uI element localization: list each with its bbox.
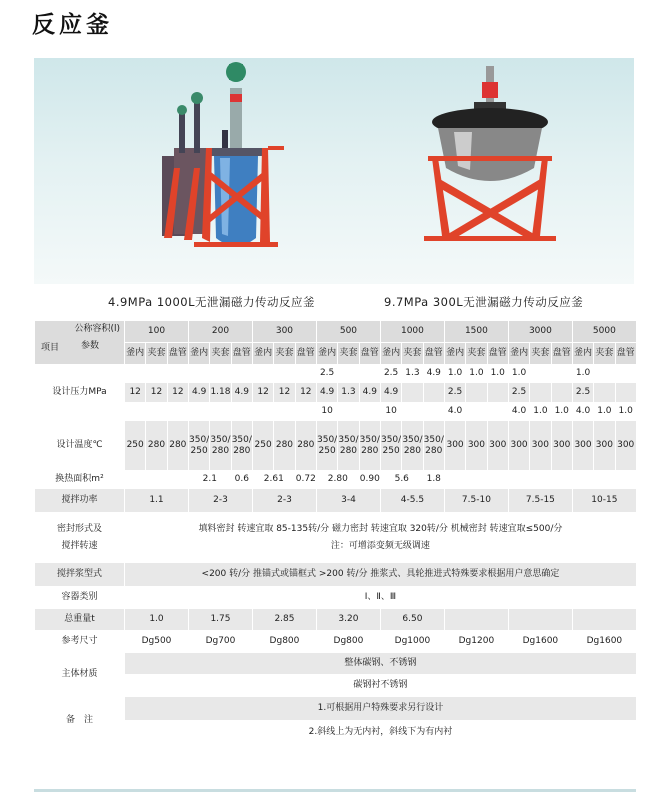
p-top-cell: 2.5 (316, 365, 337, 383)
p-mid-cell: 1.18 (210, 383, 231, 403)
heat-area-value: 1.8 (423, 471, 444, 489)
material-line1: 整体碳钢、不锈钢 (125, 653, 637, 675)
caption-right: 9.7MPa 300L无泄漏磁力传动反应釜 (384, 295, 584, 309)
remarks-line2: 2.斜线上为无内衬，斜线下为有内衬 (125, 721, 637, 745)
seal-text (125, 513, 637, 563)
sub-header-cell: 釜内 (572, 343, 593, 365)
cap-100: 100 (125, 321, 189, 343)
vessel-text: Ⅰ、Ⅱ、Ⅲ (125, 587, 637, 609)
temp-cell: 350/ 280 (338, 421, 359, 471)
caption-left: 4.9MPa 1000L无泄漏磁力传动反应釜 (108, 295, 316, 309)
p-mid-cell: 2.5 (572, 383, 593, 403)
temp-cell: 250 (125, 421, 146, 471)
p-bot-cell (188, 403, 209, 421)
p-mid-cell: 4.9 (231, 383, 252, 403)
p-top-cell: 1.0 (444, 365, 465, 383)
p-top-cell: 1.0 (466, 365, 487, 383)
power-value: 2-3 (188, 489, 252, 513)
sub-header-cell: 釜内 (380, 343, 401, 365)
product-photo (34, 58, 634, 284)
material-label: 主体材质 (35, 653, 125, 697)
sub-header-cell: 盘管 (167, 343, 188, 365)
p-mid-cell: 12 (125, 383, 146, 403)
sub-header-cell: 釜内 (252, 343, 273, 365)
p-bot-cell: 1.0 (530, 403, 551, 421)
size-label: 参考尺寸 (35, 631, 125, 653)
sub-header-cell: 盘管 (295, 343, 316, 365)
p-mid-cell (530, 383, 551, 403)
heat-area-value: 5.6 (380, 471, 423, 489)
temp-cell: 350/ 280 (423, 421, 444, 471)
p-bot-cell: 1.0 (594, 403, 615, 421)
material-row-2 (35, 675, 637, 697)
sub-header-cell: 夹套 (530, 343, 551, 365)
power-label: 搅拌功率 (35, 489, 125, 513)
weight-value: 3.20 (316, 609, 380, 631)
p-mid-cell: 1.3 (338, 383, 359, 403)
p-mid-cell: 12 (252, 383, 273, 403)
cap-5000: 5000 (572, 321, 636, 343)
p-mid-cell: 4.9 (188, 383, 209, 403)
weight-value: 1.0 (125, 609, 189, 631)
seal-line2: 注：可增添变频无级调速 (330, 540, 430, 551)
weight-value: 1.75 (188, 609, 252, 631)
seal-label-line2: 搅拌转速 (61, 540, 98, 551)
temp-cell: 300 (530, 421, 551, 471)
impeller-text: <200 转/分 推锚式或锚框式 >200 转/分 推浆式、具轮推进式特殊要求根据用户意思确定 (125, 563, 637, 587)
p-top-cell (274, 365, 295, 383)
temp-cell: 300 (551, 421, 572, 471)
sub-header-cell: 盘管 (487, 343, 508, 365)
cap-1000: 1000 (380, 321, 444, 343)
p-bot-cell (402, 403, 423, 421)
sub-header-cell: 釜内 (125, 343, 146, 365)
sub-header-cell: 盘管 (551, 343, 572, 365)
seal-label (35, 513, 125, 563)
item-header: 项目 (41, 343, 60, 353)
p-top-cell: 4.9 (423, 365, 444, 383)
header-row-sub (35, 343, 637, 365)
temp-cell: 350/ 280 (210, 421, 231, 471)
remarks-row-2 (35, 721, 637, 745)
page-title: 反应釜 (32, 12, 113, 38)
p-mid-cell: 12 (295, 383, 316, 403)
p-bot-cell: 10 (380, 403, 401, 421)
p-bot-cell: 1.0 (551, 403, 572, 421)
p-bot-cell (466, 403, 487, 421)
p-bot-cell: 1.0 (615, 403, 636, 421)
p-top-cell (252, 365, 273, 383)
p-bot-cell: 10 (316, 403, 337, 421)
p-mid-cell (551, 383, 572, 403)
vessel-label: 容器类别 (35, 587, 125, 609)
temp-cell: 350/ 250 (316, 421, 337, 471)
p-top-cell (146, 365, 167, 383)
sub-header-cell: 釜内 (444, 343, 465, 365)
p-mid-cell: 2.5 (444, 383, 465, 403)
p-top-cell (594, 365, 615, 383)
p-mid-cell (594, 383, 615, 403)
p-bot-cell: 4.0 (444, 403, 465, 421)
p-bot-cell: 4.0 (508, 403, 529, 421)
temp-cell: 280 (295, 421, 316, 471)
header-row-capacity (35, 321, 637, 343)
p-bot-cell (252, 403, 273, 421)
p-mid-cell: 12 (167, 383, 188, 403)
p-mid-cell: 2.5 (508, 383, 529, 403)
sub-header-cell: 盘管 (615, 343, 636, 365)
power-value: 2-3 (252, 489, 316, 513)
p-top-cell (167, 365, 188, 383)
p-bot-cell (295, 403, 316, 421)
p-mid-cell: 12 (274, 383, 295, 403)
temp-cell: 280 (146, 421, 167, 471)
power-value: 10-15 (572, 489, 636, 513)
p-mid-cell (423, 383, 444, 403)
p-top-cell: 1.0 (572, 365, 593, 383)
sub-header-cell: 夹套 (594, 343, 615, 365)
material-row-1 (35, 653, 637, 675)
temp-cell: 300 (466, 421, 487, 471)
p-top-cell: 1.0 (487, 365, 508, 383)
cap-200: 200 (188, 321, 252, 343)
vessel-row (35, 587, 637, 609)
sub-header-cell: 釜内 (316, 343, 337, 365)
p-top-cell (231, 365, 252, 383)
sub-header-cell: 盘管 (359, 343, 380, 365)
p-bot-cell (359, 403, 380, 421)
p-bot-cell (231, 403, 252, 421)
power-value: 4-5.5 (380, 489, 444, 513)
material-line2: 碳钢衬不锈钢 (125, 675, 637, 697)
p-mid-cell: 4.9 (359, 383, 380, 403)
temp-cell: 300 (508, 421, 529, 471)
size-value: Dg1200 (444, 631, 508, 653)
p-top-cell (359, 365, 380, 383)
p-top-cell: 1.0 (508, 365, 529, 383)
sub-header-cell: 夹套 (338, 343, 359, 365)
cap-500: 500 (316, 321, 380, 343)
pressure-row-mid (35, 383, 637, 403)
p-top-cell: 2.5 (380, 365, 401, 383)
pressure-row-top (35, 365, 637, 383)
remarks-row-1 (35, 697, 637, 721)
p-mid-cell (466, 383, 487, 403)
heat-area-value: 0.90 (359, 471, 380, 489)
temp-cell: 350/ 250 (380, 421, 401, 471)
bottom-rule (34, 789, 636, 792)
power-value: 7.5-15 (508, 489, 572, 513)
heat-area-value: 2.1 (188, 471, 231, 489)
sub-header-cell: 夹套 (466, 343, 487, 365)
sub-header-cell: 釜内 (188, 343, 209, 365)
cap-3000: 3000 (508, 321, 572, 343)
p-top-cell (615, 365, 636, 383)
sub-header-cell: 夹套 (274, 343, 295, 365)
temperature-row (35, 421, 637, 471)
temp-cell: 300 (594, 421, 615, 471)
size-value: Dg1000 (380, 631, 444, 653)
p-bot-cell (487, 403, 508, 421)
p-bot-cell (146, 403, 167, 421)
temp-cell: 250 (252, 421, 273, 471)
power-value: 7.5-10 (444, 489, 508, 513)
p-top-cell (125, 365, 146, 383)
param-header: 参数 (81, 341, 100, 351)
sub-header-cell: 夹套 (210, 343, 231, 365)
seal-line1: 填料密封 转速宜取 85-135转/分 磁力密封 转速宜取 320转/分 机械密封 转速宜取≤500/分 (198, 523, 563, 534)
p-top-cell (551, 365, 572, 383)
remarks-line1: 1.可根据用户特殊要求另行设计 (125, 697, 637, 721)
p-top-cell (188, 365, 209, 383)
impeller-row (35, 563, 637, 587)
power-value: 3-4 (316, 489, 380, 513)
p-bot-cell (125, 403, 146, 421)
heat-area-value: 2.80 (316, 471, 359, 489)
size-row (35, 631, 637, 653)
weight-value: 6.50 (380, 609, 444, 631)
impeller-label: 搅拌浆型式 (35, 563, 125, 587)
p-top-cell (210, 365, 231, 383)
sub-header-cell: 夹套 (402, 343, 423, 365)
p-bot-cell (167, 403, 188, 421)
heat-area-label: 换热面积m² (35, 471, 125, 489)
heat-area-value: 0.6 (231, 471, 252, 489)
size-value: Dg800 (316, 631, 380, 653)
temp-cell: 350/ 280 (231, 421, 252, 471)
size-value: Dg500 (125, 631, 189, 653)
p-top-cell (338, 365, 359, 383)
reactor-right (424, 66, 556, 241)
sub-header-cell: 盘管 (423, 343, 444, 365)
sub-header-cell: 夹套 (146, 343, 167, 365)
pressure-row-bot (35, 403, 637, 421)
p-top-cell (530, 365, 551, 383)
power-row (35, 489, 637, 513)
p-mid-cell (487, 383, 508, 403)
header-corner (35, 321, 125, 365)
p-mid-cell (615, 383, 636, 403)
weight-row (35, 609, 637, 631)
size-value: Dg700 (188, 631, 252, 653)
weight-value: 2.85 (252, 609, 316, 631)
p-bot-cell (274, 403, 295, 421)
sub-header-cell: 盘管 (231, 343, 252, 365)
reactor-illustration (34, 58, 634, 284)
p-top-cell: 1.3 (402, 365, 423, 383)
temp-cell: 300 (615, 421, 636, 471)
temp-cell: 280 (167, 421, 188, 471)
capacity-header: 公称容积(l) (74, 324, 120, 334)
size-value: Dg800 (252, 631, 316, 653)
temp-cell: 350/ 250 (188, 421, 209, 471)
seal-row (35, 513, 637, 563)
heat-area-value: 2.61 (252, 471, 295, 489)
p-mid-cell: 12 (146, 383, 167, 403)
cap-300: 300 (252, 321, 316, 343)
cap-1500: 1500 (444, 321, 508, 343)
p-bot-cell (338, 403, 359, 421)
p-bot-cell: 4.0 (572, 403, 593, 421)
reactor-left-group (162, 62, 284, 247)
seal-label-line1: 密封形式及 (56, 523, 102, 534)
p-mid-cell: 4.9 (380, 383, 401, 403)
sub-header-cell: 釜内 (508, 343, 529, 365)
p-top-cell (295, 365, 316, 383)
temp-cell: 350/ 280 (402, 421, 423, 471)
temp-cell: 300 (487, 421, 508, 471)
heat-area-value: 0.72 (295, 471, 316, 489)
pressure-label: 设计压力MPa (35, 365, 125, 421)
temp-cell: 280 (274, 421, 295, 471)
heat-area-row (35, 471, 637, 489)
p-bot-cell (210, 403, 231, 421)
temp-cell: 350/ 280 (359, 421, 380, 471)
temperature-label: 设计温度℃ (35, 421, 125, 471)
p-bot-cell (423, 403, 444, 421)
p-mid-cell: 4.9 (316, 383, 337, 403)
p-mid-cell (402, 383, 423, 403)
spec-table (34, 320, 637, 745)
temp-cell: 300 (572, 421, 593, 471)
remarks-label: 备 注 (35, 697, 125, 745)
temp-cell: 300 (444, 421, 465, 471)
power-value: 1.1 (125, 489, 189, 513)
weight-label: 总重量t (35, 609, 125, 631)
size-value: Dg1600 (508, 631, 572, 653)
size-value: Dg1600 (572, 631, 636, 653)
